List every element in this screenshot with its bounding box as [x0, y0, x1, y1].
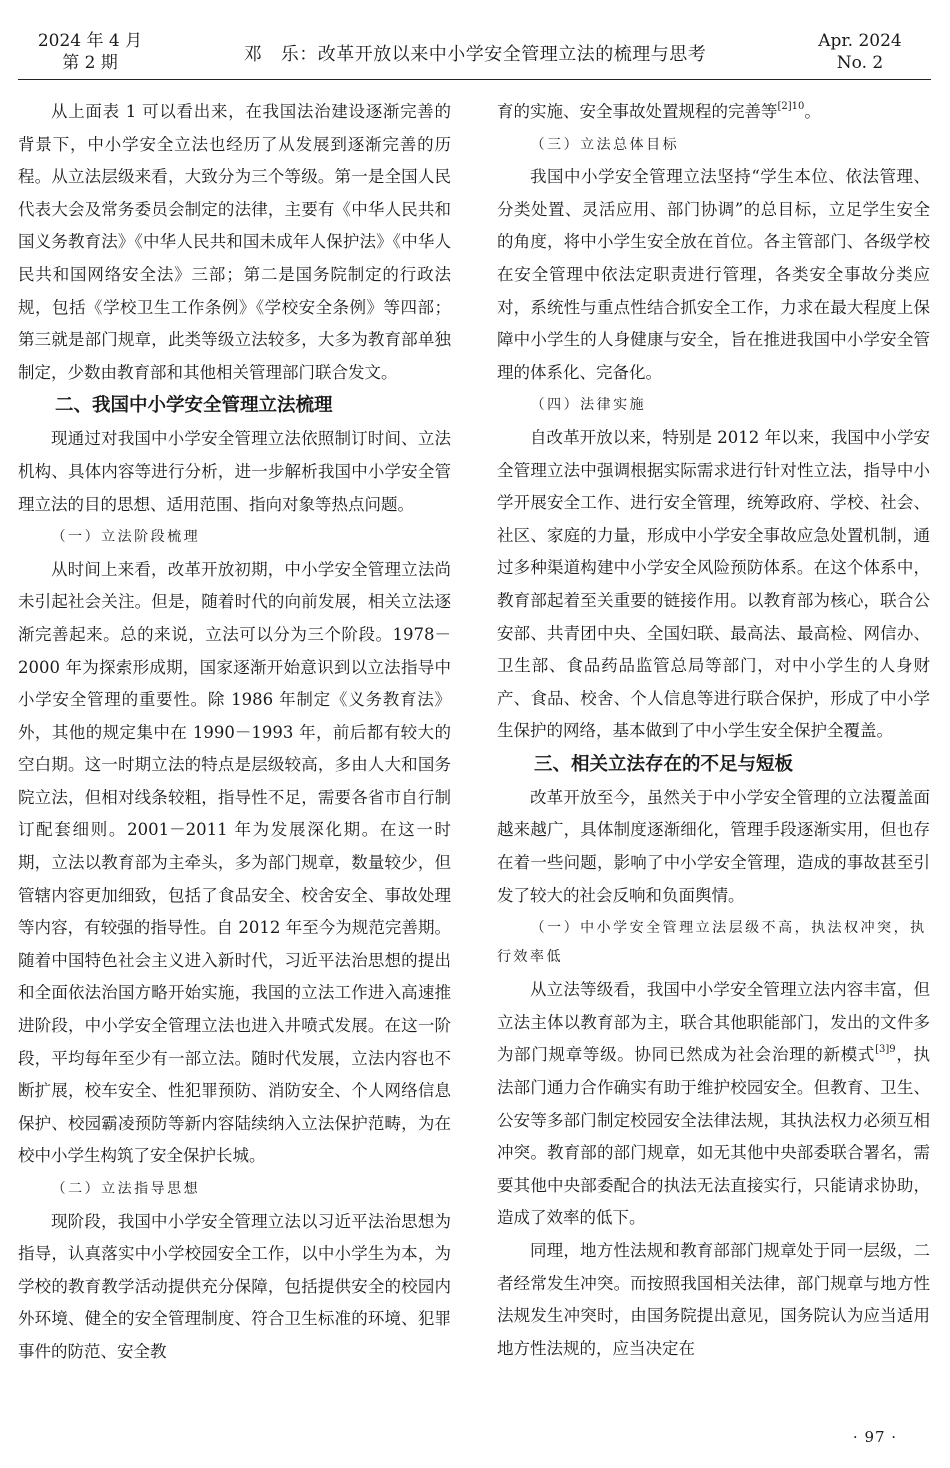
paragraph-section2-intro: 现通过对我国中小学安全管理立法依照制订时间、立法机构、具体内容等进行分析，进一步解析我国中小学安全管理立法的目的思想、适用范围、指向对象等热点问题。	[18, 429, 451, 514]
subheading-enforcement: （四）法律实施	[530, 397, 647, 414]
header-issue-number-cn: 第 2 期	[62, 53, 118, 73]
section-heading-3: 三、相关立法存在的不足与短板	[534, 753, 794, 775]
citation-3: [3]9	[875, 1044, 896, 1056]
header-issue-number-en: No. 2	[836, 53, 884, 73]
citation-2: [2]10	[777, 101, 805, 112]
paragraph-section3-intro: 改革开放至今，虽然关于中小学安全管理的立法覆盖面越来越广，具体制度逐渐细化，管理手段逐渐实用，但也存在着一些问题，影响了中小学安全管理，造成的事故甚至引发了较大的社会反响和负面舆情。	[497, 787, 930, 905]
subheading-guiding-thought: （二）立法指导思想	[51, 1181, 201, 1197]
paragraph-overall-goal: 我国中小学安全管理立法坚持“学生本位、依法管理、分类处置、灵活应用、部门协调”的总目标，立足学生安全的角度，将中小学生安全放在首位。各主管部门、各级学校在安全管理中依法定职责进行管理，各类安全事故分类应对，系统性与重点性结合抓安全工作，力求在最大程度上保障中小学生的人身健康与安全，旨在推进我国中小学安全管理的体系化、完备化。	[497, 167, 930, 382]
header-divider	[18, 79, 931, 80]
header-issue-en	[800, 30, 920, 74]
header-date-cn: 2024 年 4 月	[37, 31, 143, 51]
paragraph-table-summary: 从上面表 1 可以看出来，在我国法治建设逐渐完善的背景下，中小学安全立法也经历了从发展到逐渐完善的历程。从立法层级来看，大致分为三个等级。第一是全国人民代表大会及常务委员会制定的法律，主要有《中华人民共和国义务教育法》《中华人民共和国未成年人保护法》《中华人民共和国网络安全法》三部；第二是国务院制定的行政法规，包括《学校卫生工作条例》《学校安全条例》等四部；第三就是部门规章，此类等级立法较多，大多为教育部单独制定，少数由教育部和其他相关管理部门联合发文。	[18, 102, 451, 382]
header-date-en: Apr. 2024	[818, 31, 902, 51]
subheading-overall-goal: （三）立法总体目标	[530, 136, 680, 153]
paragraph-guiding-thought: 现阶段，我国中小学安全管理立法以习近平法治思想为指导，认真落实中小学校园安全工作，以中小学生为本，为学校的教育教学活动提供充分保障，包括提供安全的校园内外环境、健全的安全管理制度、符合卫生标准的环境、犯罪事件的防范、安全教	[18, 1211, 451, 1361]
continued-text-end: 。	[804, 102, 821, 121]
subheading-low-legislative-level: （一）中小学安全管理立法层级不高，执法权冲突，执行效率低	[497, 920, 927, 966]
page-number: · 97 ·	[852, 1428, 898, 1446]
legislative-level-text-a: 从立法等级看，我国中小学安全管理立法内容丰富，但立法主体以教育部为主，联合其他职能部门，发出的文件多为部门规章等级。协同已然成为社会治理的新模式	[497, 980, 930, 1065]
continued-text: 育的实施、安全事故处置规程的完善等	[497, 102, 778, 121]
legislative-level-text-b: ，执法部门通力合作确实有助于维护校园安全。但教育、卫生、公安等多部门制定校园安全法律法规，其执法权力必须互相冲突。教育部的部门规章，如无其他中央部委联合署名，需要其他中央部委配合的执法无法直接实行，只能请求协助，造成了效率的低下。	[497, 1045, 930, 1228]
header-issue-cn	[30, 30, 150, 74]
paragraph-enforcement: 自改革开放以来，特别是 2012 年以来，我国中小学安全管理立法中强调根据实际需求进行针对性立法，指导中小学开展安全工作、进行安全管理，统筹政府、学校、社会、社区、家庭的力量，形成中小学安全事故应急处置机制，通过多种渠道构建中小学安全风险预防体系。在这个体系中，教育部起着至关重要的链接作用。以教育部为核心，联合公安部、共青团中央、全国妇联、最高法、最高检、网信办、卫生部、食品药品监管总局等部门，对中小学生的人身财产、食品、校舍、个人信息等进行联合保护，形成了中小学生保护的网络，基本做到了中小学生安全保护全覆盖。	[497, 427, 930, 741]
subheading-legislative-stages: （一）立法阶段梳理	[51, 529, 201, 546]
paragraph-continued	[497, 96, 930, 129]
paragraph-legislative-level	[497, 974, 930, 1235]
paragraph-legislative-stages: 从时间上来看，改革开放初期，中小学安全管理立法尚未引起社会关注。但是，随着时代的向前发展，相关立法逐渐完善起来。总的来说，立法可以分为三个阶段。1978－2000 年为探索形成期，国家逐渐开始意识到以立法指导中小学安全管理的重要性。除 1986 年制定《义务教育法》外，其他的规定集中在 1990－1993 年，前后都有较大的空白期。这一时期立法的特点是层级较高，多由人大和国务院立法，但相对线条较粗，指导性不足，需要各省市自行制订配套细则。2001－2011 年为发展深化期。在这一时期，立法以教育部为主牵头，多为部门规章，数量较少，但管辖内容更加细致，包括了食品安全、校舍安全、事故处理等内容，有较强的指导性。自 2012 年至今为规范完善期。随着中国特色社会主义进入新时代，习近平法治思想的提出和全面依法治国方略开始实施，我国的立法工作进入高速推进阶段，中小学安全管理立法也进入井喷式发展。在这一阶段，平均每年至少有一部立法。随时代发展，立法内容也不断扩展，校车安全、性犯罪预防、消防安全、个人网络信息保护、校园霸凌预防等新内容陆续纳入立法保护范畴，为在校中小学生构筑了安全保护长城。	[18, 559, 451, 1166]
left-column	[18, 96, 451, 1416]
running-title: 邓 乐：改革开放以来中小学安全管理立法的梳理与思考	[243, 44, 707, 65]
section-heading-2: 二、我国中小学安全管理立法梳理	[55, 395, 333, 417]
paragraph-local-regulation-conflict: 同理，地方性法规和教育部部门规章处于同一层级，二者经常发生冲突。而按照我国相关法律，部门规章与地方性法规发生冲突时，由国务院提出意见，国务院认为应当适用地方性法规的，应当决定在	[497, 1241, 930, 1358]
right-column	[497, 96, 930, 1416]
